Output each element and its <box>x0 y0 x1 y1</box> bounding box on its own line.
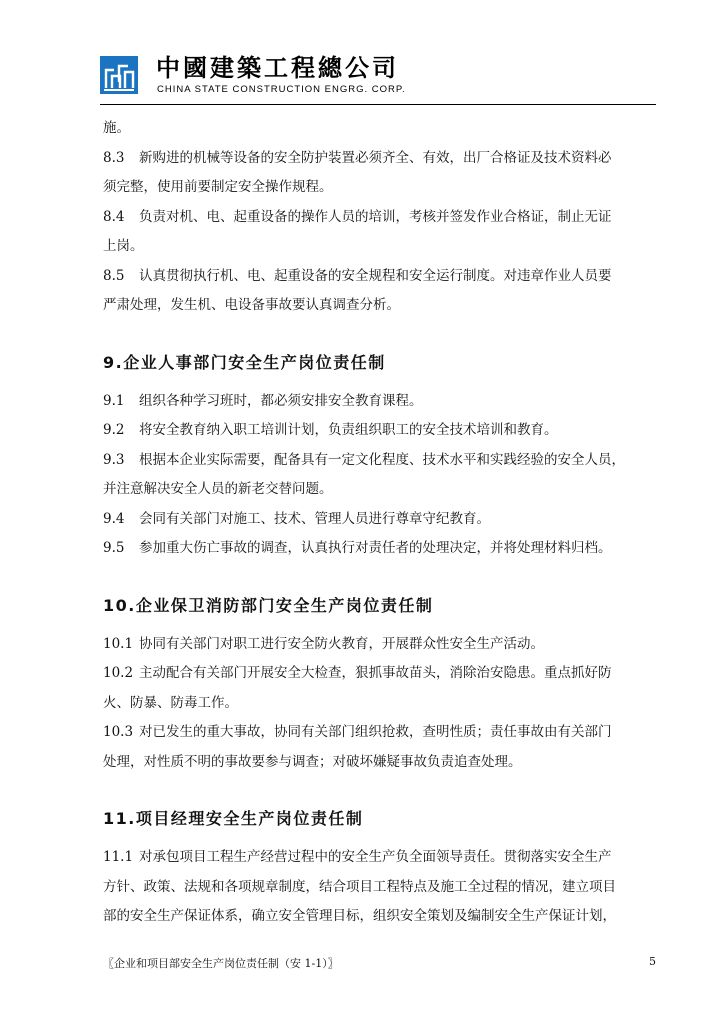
clause-text: 负责对机、电、起重设备的操作人员的培训，考核并签发作业合格证，制止无证 <box>139 208 612 225</box>
clause-number: 10.3 <box>103 724 134 740</box>
page-header <box>100 48 656 104</box>
clause-number: 9.3 <box>103 451 125 468</box>
clause-8-5 <box>103 262 656 321</box>
text-line <box>103 505 656 535</box>
company-name-zh: 中國建築工程總公司 <box>156 54 399 82</box>
clause-number: 9.5 <box>103 540 125 556</box>
clause-9-5 <box>103 534 656 564</box>
clause-10-2 <box>103 659 656 718</box>
clause-number: 10.2 <box>103 665 134 681</box>
section-heading-10: 10.企业保卫消防部门安全生产岗位责任制 <box>103 595 434 615</box>
text-line <box>103 416 656 446</box>
clause-number: 8.5 <box>103 267 125 284</box>
text-line <box>103 203 656 233</box>
text-line <box>103 630 656 660</box>
text-line <box>103 144 656 174</box>
clause-10-1 <box>103 630 656 660</box>
clause-number: 11.1 <box>103 849 134 865</box>
page-number: 5 <box>649 955 656 968</box>
clause-8-3 <box>103 144 656 203</box>
clause-9-1 <box>103 387 656 417</box>
text-line <box>103 718 656 748</box>
text-line: 部的安全生产保证体系，确立安全管理目标，组织安全策划及编制安全生产保证计划， <box>103 908 616 924</box>
text-line: 火、防暴、防毒工作。 <box>103 694 238 711</box>
clause-number: 8.3 <box>103 149 125 166</box>
footer-doc-title: 〖企业和项目部安全生产岗位责任制（安 1-1）〗 <box>103 957 339 970</box>
clause-text: 主动配合有关部门开展安全大检查，狠抓事故苗头，消除治安隐患。重点抓好防 <box>139 665 612 681</box>
text-line <box>103 446 656 476</box>
clause-text: 认真贯彻执行机、电、起重设备的安全规程和安全运行制度。对违章作业人员要 <box>139 267 612 284</box>
company-name-en: CHINA STATE CONSTRUCTION ENGRG. CORP. <box>157 84 406 95</box>
clause-text: 根据本企业实际需要，配备具有一定文化程度、技术水平和实践经验的安全人员， <box>139 451 625 468</box>
section-heading-11: 11.项目经理安全生产岗位责任制 <box>103 809 364 828</box>
text-line: 并注意解决安全人员的新老交替问题。 <box>103 481 333 497</box>
cscec-logo-icon <box>100 56 138 94</box>
clause-10-3 <box>103 718 656 777</box>
text-line: 上岗。 <box>103 238 144 254</box>
clause-text: 将安全教育纳入职工培训计划，负责组织职工的安全技术培训和教育。 <box>139 422 558 438</box>
clause-text: 组织各种学习班时，都必须安排安全教育课程。 <box>139 392 423 409</box>
header-divider <box>100 104 656 105</box>
clause-number: 8.4 <box>103 208 125 225</box>
clause-number: 9.2 <box>103 422 125 438</box>
clause-9-4 <box>103 505 656 535</box>
clause-text: 会同有关部门对施工、技术、管理人员进行尊章守纪教育。 <box>139 510 490 527</box>
clause-text: 对已发生的重大事故，协同有关部门组织抢救，查明性质；责任事故由有关部门 <box>139 724 612 740</box>
text-line: 须完整，使用前要制定安全操作规程。 <box>103 179 333 195</box>
clause-text: 协同有关部门对职工进行安全防火教育，开展群众性安全生产活动。 <box>139 635 544 652</box>
text-line <box>103 387 656 417</box>
clause-number: 10.1 <box>103 635 134 652</box>
clause-number: 9.4 <box>103 510 125 527</box>
document-body <box>103 112 656 932</box>
clause-11-1 <box>103 843 656 932</box>
clause-text: 新购进的机械等设备的安全防护装置必须齐全、有效，出厂合格证及技术资料必 <box>139 149 612 166</box>
text-line: 施。 <box>103 120 130 136</box>
clause-text: 参加重大伤亡事故的调查，认真执行对责任者的处理决定，并将处理材料归档。 <box>139 540 612 556</box>
clause-number: 9.1 <box>103 392 125 409</box>
section-heading-9: 9.企业人事部门安全生产岗位责任制 <box>103 352 386 372</box>
text-line: 方针、政策、法规和各项规章制度，结合项目工程特点及施工全过程的情况，建立项目 <box>103 878 616 895</box>
clause-text: 对承包项目工程生产经营过程中的安全生产负全面领导责任。贯彻落实安全生产 <box>139 849 612 865</box>
text-line <box>103 843 656 873</box>
clause-8-4 <box>103 203 656 262</box>
clause-9-2 <box>103 416 656 446</box>
text-line <box>103 659 656 689</box>
clause-9-3 <box>103 446 656 505</box>
text-line <box>103 534 656 564</box>
text-line: 处理，对性质不明的事故要参与调查；对破坏嫌疑事故负责追查处理。 <box>103 753 522 770</box>
text-line: 严肃处理，发生机、电设备事故要认真调查分析。 <box>103 297 400 313</box>
text-line <box>103 262 656 292</box>
